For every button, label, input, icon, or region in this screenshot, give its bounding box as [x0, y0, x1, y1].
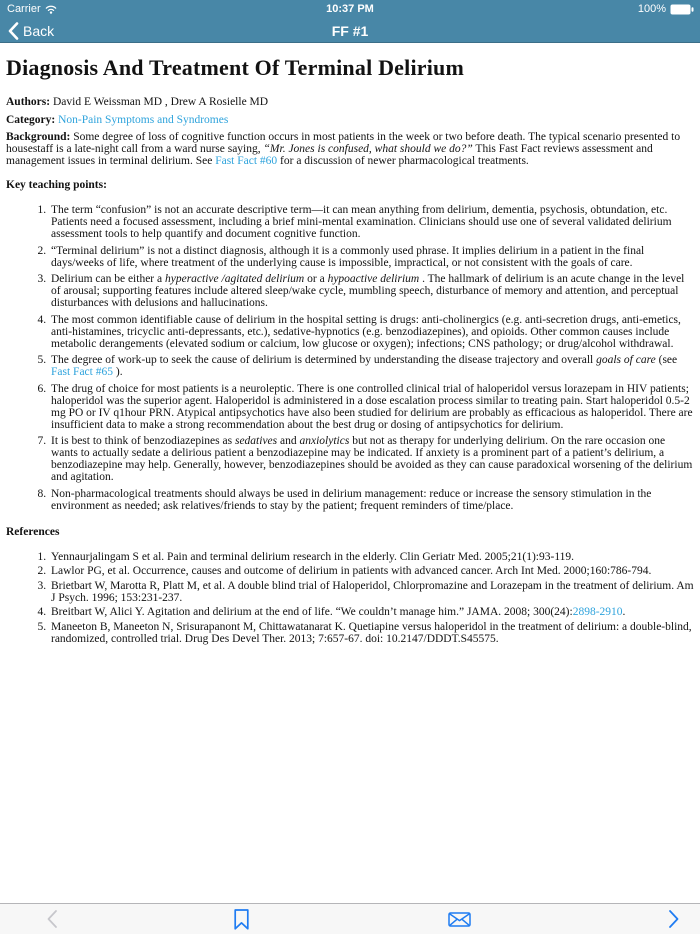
key-points-list [6, 204, 694, 512]
email-icon [448, 912, 471, 927]
authors-label: Authors: [6, 96, 51, 108]
references-heading: References [6, 525, 60, 538]
battery-icon [670, 4, 694, 15]
category-label: Category: [6, 113, 56, 126]
text-run: The degree of work-up to seek the cause of delirium is determined by understanding the disease trajectory and overall [51, 354, 597, 366]
clock: 10:37 PM [326, 3, 374, 15]
bookmark-button[interactable] [228, 904, 254, 934]
text-run: sedatives [234, 435, 278, 447]
text-run: Maneeton B, Maneeton N, Srisurapanont M, Chittawatanarat K. Quetiapine versus haloperidol in the treatment of delirium: a double-blind, randomized, controlled trial. Drug Des Devel Ther. 2013; 7:657-67. doi: 10.2147/DDDT.S45575. [51, 620, 692, 645]
reference-item [49, 621, 694, 645]
text-run: (see [655, 354, 678, 366]
background-paragraph [6, 131, 694, 167]
authors-value: David E Weissman MD , Drew A Rosielle MD [52, 96, 269, 108]
text-run: or a [304, 273, 328, 285]
text-run: Lawlor PG, et al. Occurrence, causes and outcome of delirium in patients with advanced cancer. Arch Int Med. 2000;160:786-794. [51, 565, 652, 577]
background-label: Background: [6, 131, 71, 143]
nav-bar [0, 20, 700, 43]
text-run: This Fast Fact reviews assessment and management issues in terminal delirium. See [6, 143, 653, 167]
text-run: anxiolytics [299, 435, 350, 447]
references-list [6, 551, 694, 645]
back-button[interactable] [8, 20, 54, 42]
text-run: . [622, 606, 626, 618]
reference-item [49, 565, 694, 577]
key-point-item [49, 354, 694, 378]
key-point-item [49, 314, 694, 350]
text-run: for a discussion of newer pharmacological treatments. [277, 155, 529, 167]
category-line [6, 114, 694, 126]
inline-link[interactable]: 2898-2910 [572, 606, 623, 618]
text-run: hypoactive delirium [327, 273, 420, 285]
chevron-right-icon [668, 909, 680, 929]
email-button[interactable] [444, 904, 474, 934]
back-label: Back [23, 23, 55, 39]
text-run: Non-pharmacological treatments should always be used in delirium management: reduce or increase the sensory stimulation in the environment as needed; ask relatives/friends to stay by the patient; frequent reminders of time/place. [51, 487, 652, 512]
reference-item [49, 551, 694, 563]
text-run: ). [112, 366, 123, 378]
text-run: Breitbart W, Alici Y. Agitation and delirium at the end of life. “We couldn’t manage him.” JAMA. 2008; 300(24): [51, 606, 573, 618]
text-run: Yennaurjalingam S et al. Pain and terminal delirium research in the elderly. Clin Geriatr Med. 2005;21(1):93-119. [51, 550, 575, 563]
text-run: Delirium can be either a [51, 273, 165, 285]
key-point-item [49, 245, 694, 269]
inline-link[interactable]: Fast Fact #60 [215, 155, 278, 167]
next-page-button[interactable] [662, 904, 686, 934]
inline-link[interactable]: Fast Fact #65 [51, 366, 113, 378]
text-run: hyperactive /agitated delirium [165, 273, 305, 285]
text-run: “Mr. Jones is confused, what should we do?” [263, 143, 473, 155]
status-right [638, 3, 694, 15]
key-point-item [49, 488, 694, 512]
status-bar [0, 0, 700, 20]
text-run: It is best to think of benzodiazepines as [51, 435, 235, 447]
bottom-toolbar [0, 903, 700, 934]
previous-page-button[interactable] [40, 904, 64, 934]
text-run: . The hallmark of delirium is an acute change in the level of arousal; supporting features include altered sleep/wake cycle, mumbling speech, disturbance of memory and attention, and perceptual disturbances with delusions and hallucinations. [51, 273, 685, 309]
text-run: The drug of choice for most patients is a neuroleptic. There is one controlled clinical trial of haloperidol versus lorazepam in HIV patients; haloperidol was the superior agent. Haloperidol is administered in a dose escalation process similar to treating pain. Start haloperidol 0.5-2 mg PO or IV q1hour PRN. Atypical antipsychotics have also been studied for delirium are probably as efficacious as haloperidol. There are insufficient data to make a strong recommendation about the best drug or dosing of antipsychotics for delirium. [51, 382, 693, 431]
reference-item [49, 606, 694, 618]
text-run: but not as therapy for underlying delirium. On the rare occasion one wants to actually sedate a delirious patient a benzodiazepine may be indicated. If anxiety is a prominent part of a patient’s delirium, a benzodiazepine may help. Generally, however, benzodiazepines should be avoided as they can cause paradoxical worsening of the delirium and agitation. [51, 435, 693, 483]
authors-line [6, 96, 694, 108]
text-run: Brietbart W, Marotta R, Platt M, et al. A double blind trial of Haloperidol, Chlorpromazine and Lorazepam in the treatment of delirium. Am J Psych. 1996; 153:231-237. [51, 579, 694, 604]
reference-item [49, 580, 694, 604]
text-run: The most common identifiable cause of delirium in the hospital setting is drugs: anti-cholinergics (e.g. anti-secretion drugs, anti-emetics, anti-histamines, tricyclic anti-depressants, etc.), sedative-hypnotics (e.g. benzodiazepines), and opioids. Other common causes include metabolic derangements (elevated sodium or calcium, low glucose or oxygen); infections; CNS pathology; or drug/alcohol withdrawal. [51, 313, 681, 350]
text-run: goals of care [596, 354, 656, 366]
carrier-label: Carrier [7, 3, 41, 15]
bookmark-icon [234, 909, 249, 930]
battery-percent: 100% [637, 3, 666, 15]
page-title: Diagnosis And Treatment Of Terminal Delirium [6, 55, 464, 80]
key-point-item [49, 273, 694, 309]
category-link[interactable]: Non-Pain Symptoms and Syndromes [58, 113, 229, 126]
background-text [6, 131, 680, 167]
text-run: The term “confusion” is not an accurate descriptive term—it can mean anything from delirium, dementia, psychosis, obtundation, etc. Patients need a focused assessment, including a brief mini-mental examination. Clinicians should use one of several validated delirium assessment tools to help quantify and document cognitive function. [51, 204, 672, 240]
nav-title: FF #1 [331, 23, 369, 39]
text-run: “Terminal delirium” is not a distinct diagnosis, although it is a commonly used phrase. It implies delirium in a patient in the final days/weeks of life, where treatment of the underlying cause is impossible, impractical, or not consistent with the goals of care. [51, 244, 645, 269]
text-run: and [277, 435, 300, 447]
text-run: Some degree of loss of cognitive function occurs in most patients in the week or two before death. The typical scenario presented to housestaff is a late-night call from a ward nurse saying, [6, 131, 681, 155]
key-point-item [49, 204, 694, 240]
chevron-left-icon [46, 909, 58, 929]
chevron-left-icon [8, 22, 19, 40]
key-point-item [49, 435, 694, 483]
key-points-heading: Key teaching points: [6, 179, 107, 191]
document-content [0, 44, 700, 647]
key-point-item [49, 383, 694, 431]
